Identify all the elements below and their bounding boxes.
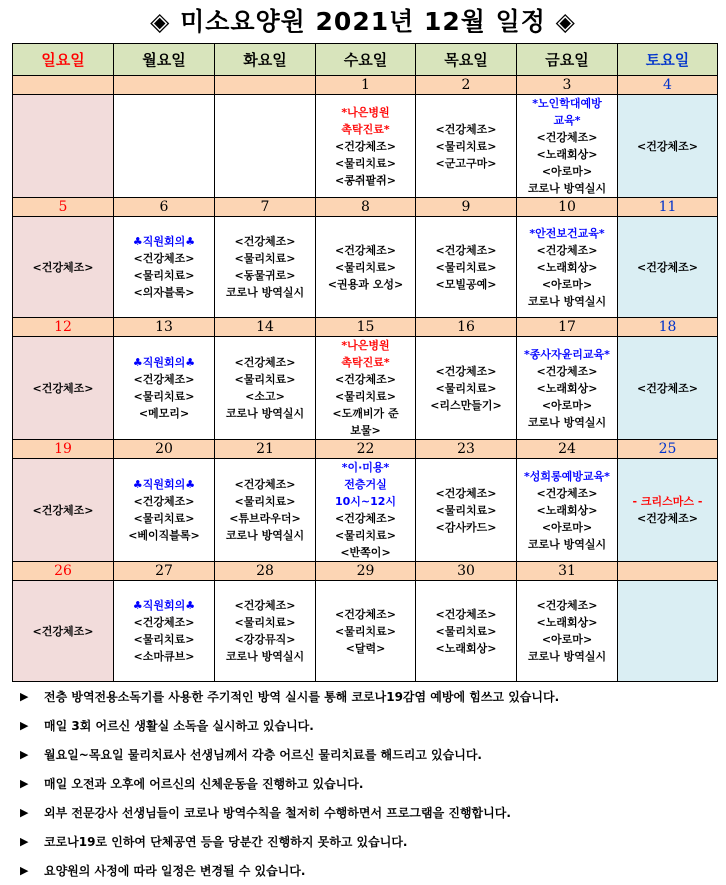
day-cell [618,95,718,198]
activity-line: <군고구마> [435,156,497,170]
activity-line: <건강체조> [234,356,296,369]
calendar-table [12,43,718,682]
day-cell [215,95,316,198]
activity-line: <건강체조> [637,512,698,525]
triangle-bullet-icon: ▶ [20,835,29,848]
activity-line: *성희롱예방교육* [524,469,610,483]
activity-line: 코로나 방역실시 [527,537,607,551]
triangle-bullet-icon: ▶ [20,806,29,819]
activity-line: <아로마> [541,165,593,178]
note-text: 매일 오전과 오후에 어르신의 신체운동을 진행하고 있습니다. [44,777,364,791]
date-number: 8 [316,198,416,217]
activity-line: <물리치료> [435,139,497,153]
activity-line: - 크리스마스 - [632,495,703,508]
activity-line: 코로나 방역실시 [527,415,607,429]
activity-line: 코로나 방역실시 [527,294,607,308]
date-number: 22 [316,440,416,459]
activity-line: *나은병원 [341,339,390,352]
activity-line: <모빌공예> [435,277,497,291]
activity-line: <물리치료> [335,260,396,274]
note-item [20,740,720,769]
activity-row [13,459,718,562]
weekday-header: 화요일 [215,44,316,76]
activity-line: <건강체조> [133,373,195,386]
activity-line: *나은병원 [341,105,390,119]
activity-line: <건강체조> [234,478,296,491]
day-cell [618,459,718,562]
day-cell [114,95,215,198]
day-cell [416,95,517,198]
date-row [13,198,718,217]
activity-line: <물리치료> [335,624,396,638]
activity-line: <콩쥐팥쥐> [335,173,396,187]
activity-line: <베이직블록> [128,529,200,542]
activity-line: <물리치료> [435,381,497,395]
day-cell [416,459,517,562]
day-cell [517,95,618,198]
day-cell [13,459,114,562]
activity-line: 코로나 방역실시 [527,650,607,663]
activity-line: <건강체조> [536,486,598,500]
activity-line: <리스만들기> [430,398,502,412]
date-number: 26 [13,562,114,581]
day-cell [114,337,215,440]
activity-line: <노래회상> [536,503,598,517]
activity-line: <물리치료> [435,503,497,517]
activity-line: <건강체조> [32,624,94,638]
note-item [20,798,720,827]
activity-line: <건강체조> [637,260,698,274]
activity-line: <물리치료> [234,616,296,629]
activity-line: <물리치료> [133,390,195,403]
activity-line: 코로나 방역실시 [527,182,607,195]
date-row [13,440,718,459]
activity-line: <건강체조> [335,243,396,257]
activity-line: <아로마> [541,398,593,412]
day-cell [618,581,718,682]
day-cell [618,337,718,440]
note-text: 외부 전문강사 선생님들이 코로나 방역수칙을 철저히 수행하면서 프로그램을 진행합니다. [44,806,511,820]
activity-line: <건강체조> [435,486,497,500]
date-number: 13 [114,318,215,337]
activity-line: <건강체조> [435,243,497,257]
activity-line: <건강체조> [536,599,598,612]
activity-line: <노래회상> [536,616,598,629]
activity-line: <물리치료> [133,633,195,646]
activity-line: <물리치료> [234,373,296,386]
activity-line: <소마큐브> [133,650,195,663]
date-number [618,562,718,581]
activity-line: 보물> [350,424,381,437]
activity-line: <물리치료> [435,624,497,638]
activity-line: <건강체조> [435,607,497,621]
activity-line: <강강뮤직> [234,633,296,646]
activity-line: 전층거실 [344,478,387,491]
date-number: 15 [316,318,416,337]
activity-line: 교육* [553,114,581,127]
triangle-bullet-icon: ▶ [20,719,29,732]
activity-line: <건강체조> [536,131,598,144]
day-cell [13,581,114,682]
note-text: 코로나19로 인하여 단체공연 등을 당분간 진행하지 못하고 있습니다. [44,835,408,849]
date-number: 3 [517,76,618,95]
day-cell [13,217,114,318]
activity-line: 10시~12시 [334,495,397,508]
day-cell [316,217,416,318]
day-cell [316,95,416,198]
activity-line: *종사자윤리교육* [524,347,610,361]
activity-line: <권용과 오성> [327,277,404,291]
day-cell [517,459,618,562]
date-number: 23 [416,440,517,459]
activity-line: *안전보건교육* [529,226,605,240]
activity-line: <건강체조> [335,607,396,621]
activity-row [13,337,718,440]
day-cell [316,459,416,562]
activity-line: <물리치료> [234,495,296,508]
activity-line: <물리치료> [234,252,296,265]
activity-line: <도깨비가 준 [332,407,399,420]
activity-line: <노래회상> [435,641,497,655]
calendar-body [13,76,718,682]
activity-line: <물리치료> [335,390,396,403]
day-cell [416,337,517,440]
date-number [215,76,316,95]
activity-line: <소고> [245,390,285,403]
weekday-header: 목요일 [416,44,517,76]
activity-line: <건강체조> [133,252,195,265]
date-number: 28 [215,562,316,581]
note-item [20,827,720,856]
date-number: 2 [416,76,517,95]
day-cell [618,217,718,318]
date-number: 7 [215,198,316,217]
activity-line: <건강체조> [234,599,296,612]
activity-line: <건강체조> [536,243,598,257]
triangle-bullet-icon: ▶ [20,864,29,877]
date-number: 25 [618,440,718,459]
activity-line: <물리치료> [133,269,195,282]
date-number: 10 [517,198,618,217]
date-number: 1 [316,76,416,95]
day-cell [114,581,215,682]
date-number: 29 [316,562,416,581]
activity-line: <건강체조> [335,373,396,386]
date-number: 24 [517,440,618,459]
activity-line: 촉탁진료* [341,356,390,369]
activity-line: <아로마> [541,277,593,291]
activity-line: <건강체조> [637,381,698,395]
date-number: 20 [114,440,215,459]
activity-line: <건강체조> [133,495,195,508]
date-number: 11 [618,198,718,217]
activity-line: <아로마> [541,633,593,646]
activity-line: <노래회상> [536,260,598,274]
date-row [13,562,718,581]
activity-line: ♣직원회의♣ [132,478,196,491]
activity-line: <감사카드> [435,520,497,534]
activity-line: <건강체조> [637,139,698,153]
activity-line: 코로나 방역실시 [225,529,305,542]
day-cell [416,217,517,318]
day-cell [114,459,215,562]
page-title: ◈ 미소요양원 2021년 12월 일정 ◈ [150,7,576,36]
notes-list [20,682,720,885]
activity-line: <물리치료> [133,512,195,525]
activity-line: <건강체조> [133,616,195,629]
activity-line: <튜브라우더> [229,512,301,525]
note-text: 매일 3회 어르신 생활실 소독을 실시하고 있습니다. [44,719,314,733]
day-cell [13,95,114,198]
date-row [13,318,718,337]
weekday-header: 금요일 [517,44,618,76]
activity-row [13,217,718,318]
date-number: 9 [416,198,517,217]
day-cell [114,217,215,318]
day-cell [416,581,517,682]
triangle-bullet-icon: ▶ [20,690,29,703]
activity-line: 코로나 방역실시 [225,407,305,420]
day-cell [316,337,416,440]
activity-line: <물리치료> [435,260,497,274]
date-number: 17 [517,318,618,337]
day-cell [215,217,316,318]
weekday-header-row [13,44,718,76]
date-number [13,76,114,95]
date-number: 18 [618,318,718,337]
activity-line: <노래회상> [536,148,598,161]
activity-line: *노인학대예방 [532,97,602,110]
activity-line: <달력> [345,641,386,655]
date-number: 21 [215,440,316,459]
day-cell [316,581,416,682]
note-text: 전층 방역전용소독기를 사용한 주기적인 방역 실시를 통해 코로나19감염 예방에 힘쓰고 있습니다. [44,690,560,704]
activity-line: <노래회상> [536,381,598,395]
triangle-bullet-icon: ▶ [20,777,29,790]
date-number: 30 [416,562,517,581]
date-number: 14 [215,318,316,337]
note-text: 요양원의 사정에 따라 일정은 변경될 수 있습니다. [44,864,306,878]
activity-row [13,95,718,198]
activity-line: <건강체조> [32,503,94,517]
activity-line: <건강체조> [435,364,497,378]
activity-row [13,581,718,682]
activity-line: ♣직원회의♣ [132,599,196,612]
triangle-bullet-icon: ▶ [20,748,29,761]
activity-line: <건강체조> [234,235,296,248]
day-cell [13,337,114,440]
activity-line: 코로나 방역실시 [225,650,305,663]
date-number: 12 [13,318,114,337]
day-cell [215,581,316,682]
activity-line: <아로마> [541,520,593,534]
activity-line: ♣직원회의♣ [132,356,196,369]
weekday-header: 일요일 [13,44,114,76]
date-row [13,76,718,95]
date-number: 5 [13,198,114,217]
date-number: 6 [114,198,215,217]
activity-line: ♣직원회의♣ [132,235,196,248]
activity-line: <동물귀로> [234,269,296,282]
day-cell [517,217,618,318]
note-item [20,711,720,740]
activity-line: <건강체조> [32,381,94,395]
day-cell [215,337,316,440]
date-number: 31 [517,562,618,581]
note-item [20,856,720,885]
date-number [114,76,215,95]
activity-line: <건강체조> [536,364,598,378]
activity-line: 촉탁진료* [341,122,390,136]
activity-line: <메모리> [138,407,190,420]
note-item [20,769,720,798]
weekday-header: 토요일 [618,44,718,76]
activity-line: 코로나 방역실시 [225,286,305,299]
activity-line: <건강체조> [435,122,497,136]
activity-line: <반쪽이> [340,546,391,559]
activity-line: <건강체조> [335,512,396,525]
activity-line: <건강체조> [335,139,396,153]
activity-line: <물리치료> [335,529,396,542]
date-number: 19 [13,440,114,459]
weekday-header: 수요일 [316,44,416,76]
weekday-header: 월요일 [114,44,215,76]
activity-line: *이·미용* [341,461,390,474]
note-item [20,682,720,711]
date-number: 27 [114,562,215,581]
date-number: 4 [618,76,718,95]
note-text: 월요일~목요일 물리치료사 선생님께서 각층 어르신 물리치료를 해드리고 있습니다. [44,748,482,762]
day-cell [215,459,316,562]
day-cell [517,337,618,440]
activity-line: <물리치료> [335,156,396,170]
activity-line: <건강체조> [32,260,94,274]
activity-line: <의자블록> [133,286,195,299]
day-cell [517,581,618,682]
date-number: 16 [416,318,517,337]
